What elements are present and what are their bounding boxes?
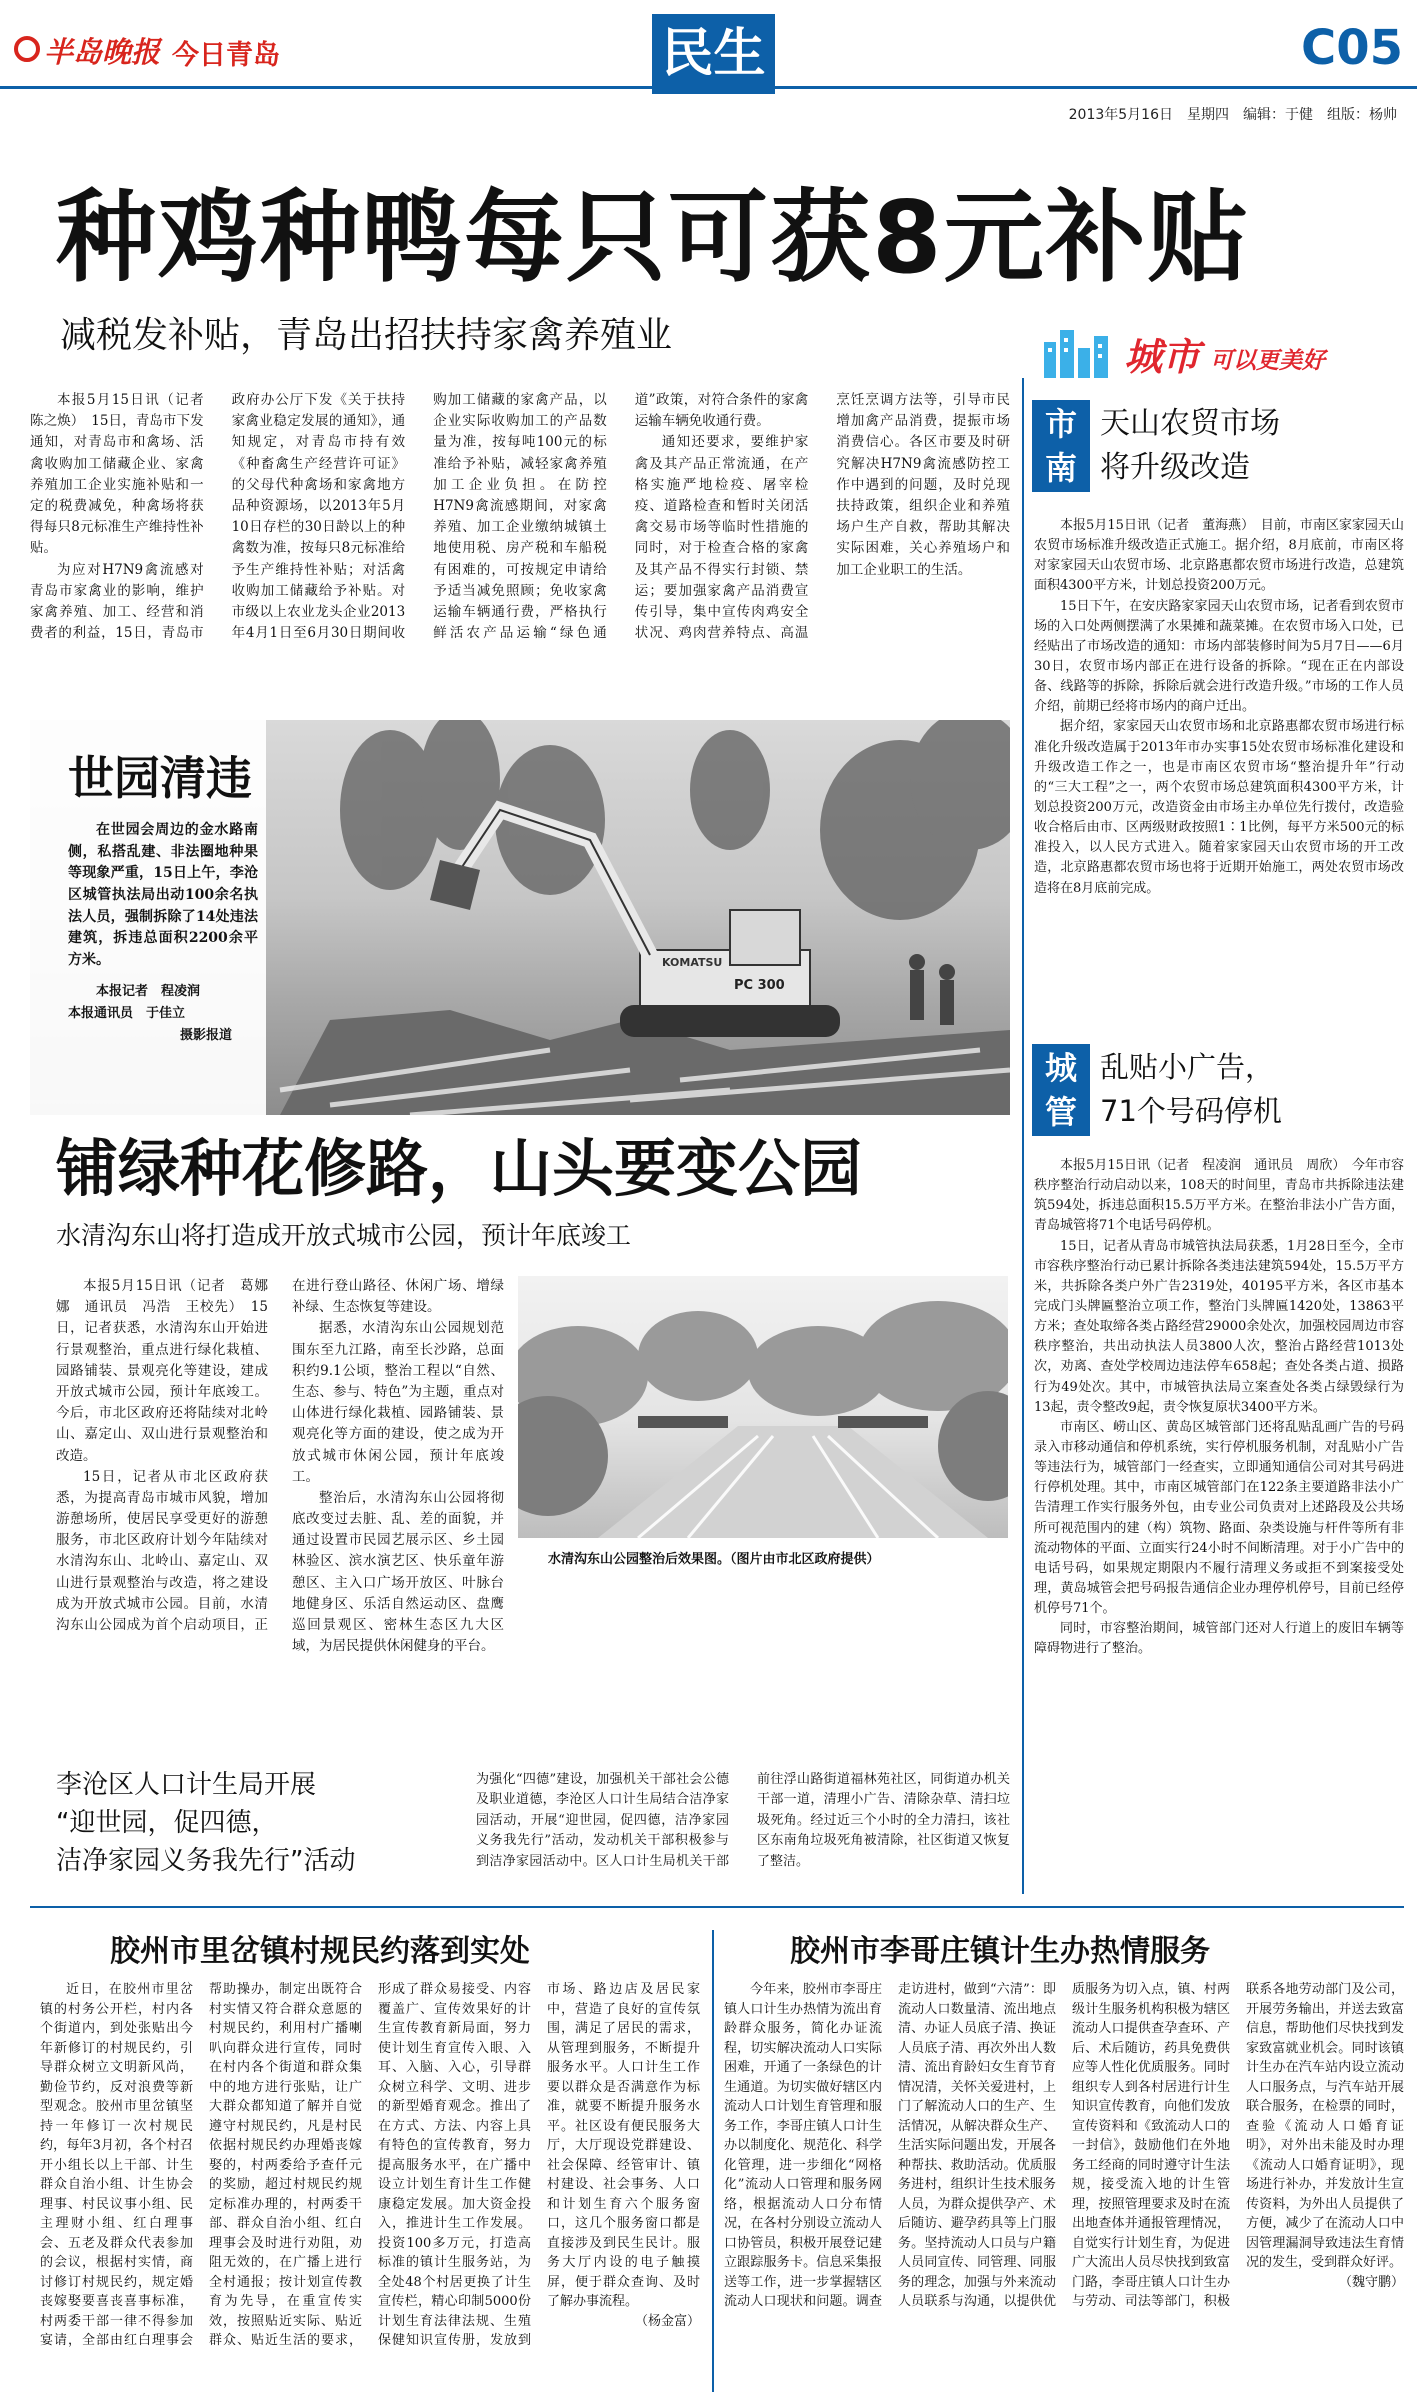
headline-subtitle: 减税发补贴，青岛出招扶持家禽养殖业 bbox=[60, 315, 673, 356]
headline-title: 种鸡种鸭每只可获8元补贴 bbox=[56, 179, 1250, 296]
header-rule-right bbox=[775, 86, 1417, 89]
bottom-section-rule bbox=[30, 1906, 1404, 1908]
market-title-1: 天山农贸市场 bbox=[1100, 406, 1280, 441]
market-paragraph: 本报5月15日讯（记者 董海燕） 目前，市南区家家园天山农贸市场标准升级改造正式施工。据介绍，8月底前，市南区将对家家园天山农贸市场、北京路惠都农贸市场进行改造，总建筑面积4300平方米，计划总投资200万元。 bbox=[1034, 518, 1404, 594]
market-badge-text: 市南 bbox=[1045, 405, 1078, 487]
logo-text: 半岛晚报 bbox=[44, 35, 161, 69]
park-paragraph: 据悉，水清沟东山公园规划范围东至九江路，南至长沙路，总面积约9.1公顷，整治工程以“自然、生态、参与、特色”为主题，重点对山体进行绿化栽植、园路铺装、景观亮化等方面的建设，使之成为开放式城市休闲公园，预计年底竣工。 bbox=[292, 1320, 504, 1485]
family-title-1: 李沧区人口计生局开展 bbox=[56, 1770, 317, 1800]
promo-label: 城市 bbox=[1124, 334, 1201, 379]
page-header bbox=[0, 0, 1417, 148]
header-rule-left bbox=[0, 86, 652, 89]
promo-banner bbox=[1040, 324, 1400, 384]
lige-author: （魏守鹏） bbox=[1338, 2274, 1404, 2290]
park-paragraph: 整治后，水清沟东山公园将彻底改变过去脏、乱、差的面貌，并通过设置市民园艺展示区、乡土园林验区、滨水演艺区、快乐童年游憩区、主入口广场开放区、叶脉台地健身区、乐活自然运动区、盘鹰巡回景观区、密林生态区九大区域，为居民提供休闲健身的平台。 bbox=[292, 1489, 504, 1655]
lige-paragraph: 今年来，胶州市李哥庄镇人口计生办热情为流出育龄群众服务，简化办证流程，切实解决流动人口实际困难，开通了一条绿色的计生通道。为切实做好辖区内流动人口计划生育管理和服务工作，李哥庄镇人口计生办以制度化、规范化、科学化管理，进一步细化“网格化”流动人口管理和服务网络，根据流动人口分布情况，在各村分别设立流动人口协管员，积极开展登记建立跟踪服务卡。信息采集报送等工作，进一步掌握辖区流动人口现状和问题。调查走访进村，做到“六清”：即流动人口数量清、流出地点清、办证人员底子清、换证人员底子清、再次外出人数清、流出育龄妇女生育节育情况清，关怀关爱进村，上门了解流动人口的生产、生活情况，从解决群众生产、生活实际问题出发，开展各种帮扶、救助活动。优质服务进村，组织计生技术服务人员，为群众提供孕产、术后随访、避孕药具等上门服务。坚持流动人口员与户籍人员同宣传、同管理、同服务的理念，加强与外来流动人员联系与沟通，以提供优质服务为切入点，镇、村两级计生服务机构积极为辖区流动人口提供查孕查环、产后、术后随访，药具免费供应等人性化优质服务。同时组织专人到各村居进行计生知识宣传教育，向他们发放宣传资料和《致流动人口的一封信》，鼓励他们在外地务工经商的同时遵守计生法规，接受流入地的计生管理，按照管理要求及时在流出地查体并通报管理情况，自觉实行计划生育，为促进广大流出人员尽快找到致富门路，李哥庄镇人口计生办与劳动、司法等部门，积极联系各地劳动部门及公司，开展劳务输出，并送去致富信息，帮助他们尽快找到发家致富就业机会。同时该镇计生办在汽车站内设立流动人口服务点，与汽车站开展联合服务，在检票的同时，查验《流动人口婚育证明》，对外出未能及时办理《流动人口婚育证明》，现场进行补办，并发放计生宣传资料，为外出人员提供了方便，减少了在流动人口中因管理漏洞导致违法生育情况的发生，受到群众好评。 bbox=[724, 1982, 1404, 2309]
logo-icon bbox=[14, 36, 40, 62]
ads-paragraph: 15日，记者从青岛市城管执法局获悉，1月28日至今，全市市容秩序整治行动已累计拆除各类违法建筑594处，15.5万平方米，共拆除各类户外广告2319处，40195平方米，各区市基本完成门头牌匾整治立项工作，整治门头牌匾1420处，13863平方米；查处取缔各类占路经营29000余处次，加强校园周边市容秩序整治，共出动执法人员3800人次，整治占路经营1013处次，劝离、查处学校周边违法停车658起；查处各类占道、损路行为49处次。其中，市城管执法局立案查处各类占绿毁绿行为13起，责令整改9起，责令恢复原状3400平方米。 bbox=[1034, 1238, 1404, 1415]
ads-body bbox=[1034, 1156, 1404, 1894]
promo-slogan: 可以更美好 bbox=[1210, 348, 1325, 374]
section-title: 民生 bbox=[652, 14, 775, 94]
market-badge bbox=[1032, 400, 1090, 492]
market-title-2: 将升级改造 bbox=[1100, 450, 1250, 485]
family-body: 为强化“四德”建设，加强机关干部社会公德及职业道德，李沧区人口计生局结合洁净家园活动，开展“迎世园，促四德，洁净家园义务我先行”活动，发动机关干部积极参与到洁净家园活动中。区人口计生局机关干部前往浮山路街道福林苑社区，同街道办机关干部一道，清理小广告、清除杂草、清扫垃圾死角。经过近三个小时的全力清扫，该社区东南角垃圾死角被清除，社区街道又恢复了整洁。 bbox=[476, 1772, 1010, 1869]
family-title-3: 洁净家园义务我先行”活动 bbox=[56, 1846, 356, 1876]
headline-paragraph: 为应对H7N9禽流感对青岛市家禽业的影响，维护家禽养殖、加工、经营和消费者的利益，15日，青岛市政府办公厅下发《关于扶持家禽业稳定发展的通知》，通知规定，对青岛市持有效《种畜禽生产经营许可证》的父母代种禽场和家禽地方品种资源场，以2013年5月10日存栏的30日龄以上的种禽数为准，按每只8元标准给予生产维持性补贴；对活禽收购加工储藏给予补贴。对市级以上农业龙头企业2013年4月1日至6月30日期间收购加工储藏的家禽产品，以企业实际收购加工的产品数量为准，按每吨100元的标准给予补贴，减轻家禽养殖加工企业负担。在防控H7N9禽流感期间，对家禽养殖、加工企业缴纳城镇土地使用税、房产税和车船税有困难的，可按规定申请给予适当减免照顾；免收家禽运输车辆通行费，严格执行鲜活农产品运输“绿色通道”政策，对符合条件的家禽运输车辆免收通行费。 bbox=[30, 392, 809, 642]
park-body bbox=[56, 1276, 504, 1724]
park-subtitle: 水清沟东山将打造成开放式城市公园，预计年底竣工 bbox=[56, 1221, 632, 1250]
ads-title-2: 71个号码停机 bbox=[1100, 1094, 1282, 1128]
market-body bbox=[1034, 516, 1404, 1020]
logo bbox=[14, 30, 304, 70]
ads-paragraph: 同时，市容整治期间，城管部门还对人行道上的废旧车辆等障碍物进行了整治。 bbox=[1034, 1621, 1404, 1657]
ads-badge bbox=[1032, 1044, 1090, 1136]
family-title-2: “迎世园，促四德， bbox=[56, 1808, 278, 1838]
park-rendering bbox=[518, 1276, 1008, 1538]
park-paragraph: 本报5月15日讯（记者 葛娜娜 通讯员 冯浩 王校先） 15日，记者获悉，水清沟东山开始进行景观整治，重点进行绿化栽植、园路铺装、景观亮化等建设，建成开放式城市公园，预计年底竣工。今后，市北区政府还将陆续对北岭山、嘉定山、双山进行景观整治和改造。 bbox=[56, 1278, 268, 1464]
village-paragraph: 近日，在胶州市里岔镇的村务公开栏，村内各个街道内，到处张贴出今年新修订的村规民约，引导群众树立文明新风尚，勤俭节约，反对浪费等新型观念。胶州市里岔镇坚持一年修订一次村规民约，每年3月初，各个村召开小组长以上干部、计生群众自治小组、计生协会理事、村民议事小组、民主理财小组、红白理事会、五老及群众代表参加的会议，根据村实情，商讨修订村规民约，规定婚丧嫁娶要喜丧喜事标准，村两委干部一律不得参加宴请，全部由红白理事会帮助操办，制定出既符合村实情又符合群众意愿的村规民约，利用村广播喇叭向群众进行宣传，同时在村内各个街道和群众集中的地方进行张贴，让广大群众都知道了解并自觉遵守村规民约，凡是村民依据村规民约办理婚丧嫁娶的，村两委给予查仟元的奖励，超过村规民约规定标准办理的，村两委干部、群众自治小组、红白理事会及时进行劝阻，劝阻无效的，在广播上进行全村通报；按计划宣传教育为先导，在重宣传实效，按照贴近实际、贴近群众、贴近生活的要求，形成了群众易接受、内容覆盖广、宣传效果好的计生宣传教育新局面，努力使计划生育宣传入眼、入耳、入脑、入心，引导群众树立科学、文明、进步的新型婚育观念。推出了在方式、方法、内容上具有特色的宣传教育，努力提高服务水平，在广播中设立计划生育计生工作健康稳定发展。加大资金投入，推进计生工作发展。投资100多万元，打造高标准的镇计生服务站，为全处48个村居更换了计生宣传栏，精心印制5000份计划生育法律法规、生殖保健知识宣传册，发放到市场、路边店及居民家中，营造了良好的宣传氛围，满足了居民的需求，从管理到服务，不断提升服务水平。人口计生工作要以群众是否满意作为标准，就要不断提升服务水平。社区设有便民服务大厅，大厅现设党群建设、社会保障、经管审计、镇村建设、社会事务、人口和计划生育六个服务窗口，这几个服务窗口都是直接涉及到民生民计。服务大厅内设的电子触摸屏，便于群众查询、及时了解办事流程。 bbox=[40, 1982, 700, 2348]
expo-credit-2: 本报通讯员 于佳立 bbox=[68, 1006, 186, 1021]
park-caption: 水清沟东山公园整治后效果图。（图片由市北区政府提供） bbox=[548, 1552, 880, 1567]
headline-paragraph: 本报5月15日讯（记者 陈之焕） 15日，青岛市下发通知，对青岛市和禽场、活禽收购加工储藏企业、家禽养殖加工企业实施补贴和一定的税费减免，种禽场将获得每只8元标准生产维持性补贴。 bbox=[30, 392, 218, 557]
market-paragraph: 15日下午，在安庆路家家园天山农贸市场，记者看到农贸市场的入口处两侧摆满了水果摊和蔬菜摊。在农贸市场入口处，已经贴出了市场改造的通知：市场内部装修时间为5月7日——6月30日，农贸市场内部正在进行设备的拆除。“现在正在内部设备、线路等的拆除，拆除后就会进行改造升级。”市场的工作人员介绍，前期已经将市场内的商户迁出。 bbox=[1034, 598, 1404, 715]
logo-sub: 今日青岛 bbox=[172, 40, 280, 71]
expo-credit-1: 本报记者 程凌润 bbox=[96, 984, 201, 999]
excavator-model: PC 300 bbox=[734, 978, 785, 993]
expo-title: 世园清违 bbox=[68, 751, 252, 805]
lige-title: 胶州市李哥庄镇计生办热情服务 bbox=[790, 1934, 1210, 1969]
ads-paragraph: 本报5月15日讯（记者 程凌润 通讯员 周欣） 今年市容秩序整治行动启动以来，108天的时间里，青岛市共拆除违法建筑594处，拆违总面积15.5万平方米。在整治非法小广告方面，青岛城管将71个电话号码停机。 bbox=[1034, 1158, 1404, 1234]
ads-title-1: 乱贴小广告， bbox=[1100, 1050, 1275, 1084]
date-line: 2013年5月16日 星期四 编辑：于健 组版：杨帅 bbox=[1068, 107, 1397, 123]
village-author: （杨金富） bbox=[634, 2313, 700, 2329]
ads-badge-text: 城管 bbox=[1045, 1049, 1078, 1131]
page-number: C05 bbox=[1300, 20, 1403, 76]
expo-credit-3: 摄影报道 bbox=[180, 1028, 233, 1043]
park-paragraph: 15日，记者从市北区政府获悉，为提高青岛市城市风貌，增加游憩场所，使居民享受更好的游憩服务，市北区政府计划今年陆续对水清沟东山、北岭山、嘉定山、双山进行景观整治与改造，将之建设成为开放式城市公园。目前，水清沟东山公园成为首个启动项目，正在进行登山路径、休闲广场、增绿补绿、生态恢复等建设。 bbox=[56, 1278, 504, 1633]
expo-text: 在世园会周边的金水路南侧，私搭乱建、非法圈地种果等现象严重，15日上午，李沧区城管执法局出动100余名执法人员，强制拆除了14处违法建筑，拆违总面积2200余平方米。 bbox=[68, 822, 258, 969]
park-title: 铺绿种花修路，山头要变公园 bbox=[56, 1132, 863, 1205]
city-buildings-icon bbox=[1040, 324, 1120, 380]
demolition-photo bbox=[30, 720, 1010, 1115]
excavator-brand: KOMATSU bbox=[662, 956, 723, 969]
park-scene bbox=[518, 1276, 1008, 1538]
right-column-rule bbox=[1022, 378, 1024, 1894]
lige-body bbox=[724, 1980, 1404, 2392]
headline-body bbox=[30, 390, 1010, 684]
market-paragraph: 据介绍，家家园天山农贸市场和北京路惠都农贸市场进行标准化升级改造属于2013年市办实事15处农贸市场标准化建设和升级改造工作之一，也是市南区农贸市场“整治提升年”行动的“三大工程”之一，两个农贸市场总建筑面积4300平方米，计划总投资200万元，改造资金由市场主办单位先行拨付，改造验收合格后由市、区两级财政按照1∶1比例，每平方米500元的标准投入，以人民方式进入。随着家家园天山农贸市场的开工改造，北京路惠都农贸市场也将于近期开始施工，两处农贸市场改造将在8月底前完成。 bbox=[1034, 719, 1404, 896]
village-body bbox=[40, 1980, 700, 2392]
bottom-column-rule bbox=[712, 1930, 714, 2392]
ads-paragraph: 市南区、崂山区、黄岛区城管部门还将乱贴乱画广告的号码录入市移动通信和停机系统，实行停机服务机制，对乱贴小广告等违法行为，城管部门一经查实，立即通知通信公司对其号码进行停机处理。其中，市南区城管部门在122条主要道路非法小广告清理工作实行服务外包，由专业公司负责对上述路段及公共场所可视范围内的建（构）筑物、路面、杂类设施与杆件等所有非流动物体的平面、立面实行24小时不间断清理。对于小广告中的电话号码，如果规定期限内不履行清理义务或拒不到案接受处理，黄岛城管会把号码报告通信企业办理停机停号，目前已经停机停号71个。 bbox=[1034, 1419, 1404, 1617]
headline-paragraph: 通知还要求，要维护家禽及其产品正常流通，在产格实施严地检疫、屠宰检疫、道路检查和暂时关闭活禽交易市场等临时性措施的同时，对于检查合格的家禽及其产品不得实行封锁、禁运；要加强家禽产品消费宣传引导，集中宣传肉鸡安全状况、鸡肉营养特点、高温烹饪烹调方法等，引导市民增加禽产品消费，提振市场消费信心。各区市要及时研究解决H7N9禽流感防控工作中遇到的问题，及时兑现扶持政策，组织企业和养殖场户生产自救，帮助其解决实际困难，关心养殖场户和加工企业职工的生活。 bbox=[634, 392, 1010, 642]
village-title: 胶州市里岔镇村规民约落到实处 bbox=[110, 1934, 530, 1969]
